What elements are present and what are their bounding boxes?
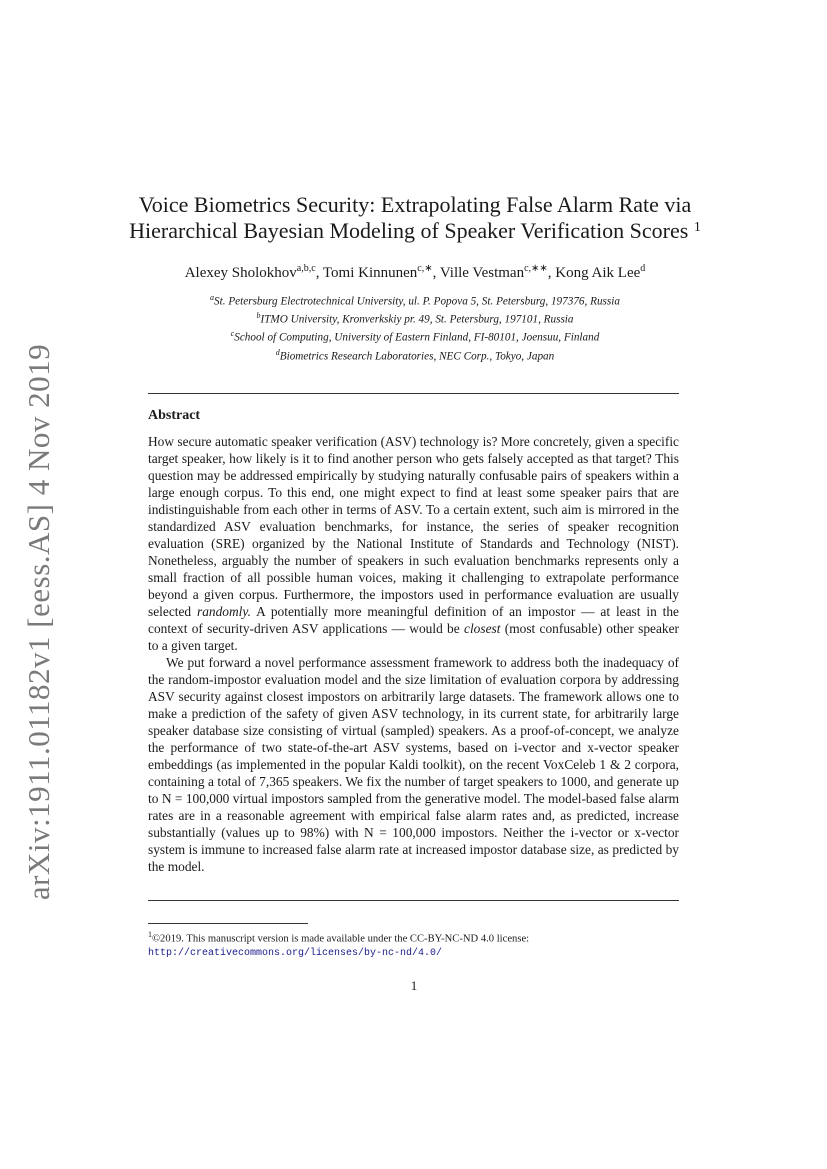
title-footnote-mark[interactable]: 1 — [693, 220, 701, 235]
footnote-rule — [148, 923, 308, 924]
author: Ville Vestman$^{c,∗∗}$, — [439, 263, 556, 281]
paper-title — [100, 192, 730, 244]
author-list — [100, 263, 730, 282]
author: Tomi Kinnunen$^{c,∗}$, — [322, 263, 440, 281]
footnote — [148, 928, 679, 961]
footnote-text: $^1$©2019. This manuscript version is made available under the CC-BY-NC-ND 4.0 license: — [148, 930, 530, 945]
author: Kong Aik Lee$^d$ — [555, 263, 646, 281]
abstract-bottom-rule — [148, 900, 679, 901]
abstract-top-rule — [148, 393, 679, 394]
affiliation: $^b$ITMO University, Kronverkskiy pr. 49, St. Petersburg, 197101, Russia — [256, 311, 574, 326]
arxiv-identifier-sidebar — [16, 342, 62, 902]
affiliation: $^c$School of Computing, University of Eastern Finland, FI-80101, Joensuu, Finland — [230, 329, 600, 345]
title-line-1: Voice Biometrics Security: Extrapolating False Alarm Rate via — [138, 192, 692, 217]
license-link[interactable]: http://creativecommons.org/licenses/by-nc-nd/4.0/ — [148, 947, 443, 959]
affiliation: $^a$St. Petersburg Electrotechnical University, ul. P. Popova 5, St. Petersburg, 197376, Russia — [210, 293, 620, 308]
abstract-paragraph-1: How secure automatic speaker verification (ASV) technology is? More concretely, given a specific target speaker, how likely is it to find another person who gets falsely accepted as that target? This question may be addressed empirically by studying naturally confusable pairs of speakers within a large enough corpus. To this end, one might expect to find at least some speaker pairs that are indistinguishable from each other in terms of ASV. To a certain extent, such aim is mirrored in the standardized ASV evaluation benchmarks, for instance, the series of speaker recognition evaluation (SRE) organized by the National Institute of Standards and Technology (NIST). Nonetheless, arguably the number of speakers in such evaluation benchmarks represents only a small fraction of all possible human voices, making it challenging to extrapolate performance beyond a given corpus. Furthermore, the impostors used in performance evaluation are usually selected randomly. A potentially more meaningful definition of an impostor — at least in the context of security-driven ASV applications — would be closest (most confusable) other speaker to a given target. — [148, 434, 680, 653]
title-line-2: Hierarchical Bayesian Modeling of Speaker Verification Scores $^1$ — [129, 218, 701, 243]
abstract-body — [148, 433, 679, 875]
author: Alexey Sholokhov$^{a,b,c}$, — [184, 263, 323, 281]
abstract-paragraph-2: We put forward a novel performance assessment framework to address both the inadequacy of the random-impostor evaluation model and the size limitation of evaluation corpora by addressing ASV security against closest impostors on arbitrarily large datasets. The framework allows one to make a prediction of the safety of given ASV technology, in its current state, for arbitrarily large speaker database size consisting of virtual (sampled) speakers. As a proof-of-concept, we analyze the performance of two state-of-the-art ASV systems, based on i-vector and x-vector speaker embeddings (as implemented in the popular Kaldi toolkit), on the recent VoxCeleb 1 & 2 corpora, containing a total of 7,365 speakers. We fix the number of target speakers to 1000, and generate up to N = 100,000 virtual impostors sampled from the generative model. The model-based false alarm rates are in a reasonable agreement with empirical false alarm rates and, as predicted, increase substantially (values up to 98%) with N = 100,000 impostors. Neither the i-vector or x-vector system is immune to increased false alarm rate at increased impostor database size, as predicted by the model. — [148, 655, 679, 874]
affiliation: $^d$Biometrics Research Laboratories, NEC Corp., Tokyo, Japan — [275, 347, 555, 363]
affiliations — [100, 291, 730, 364]
page-number: 1 — [410, 978, 418, 993]
arxiv-identifier: arXiv:1911.01182v1 [eess.AS] 4 Nov 2019 — [21, 343, 57, 901]
abstract-heading: Abstract — [148, 408, 201, 423]
